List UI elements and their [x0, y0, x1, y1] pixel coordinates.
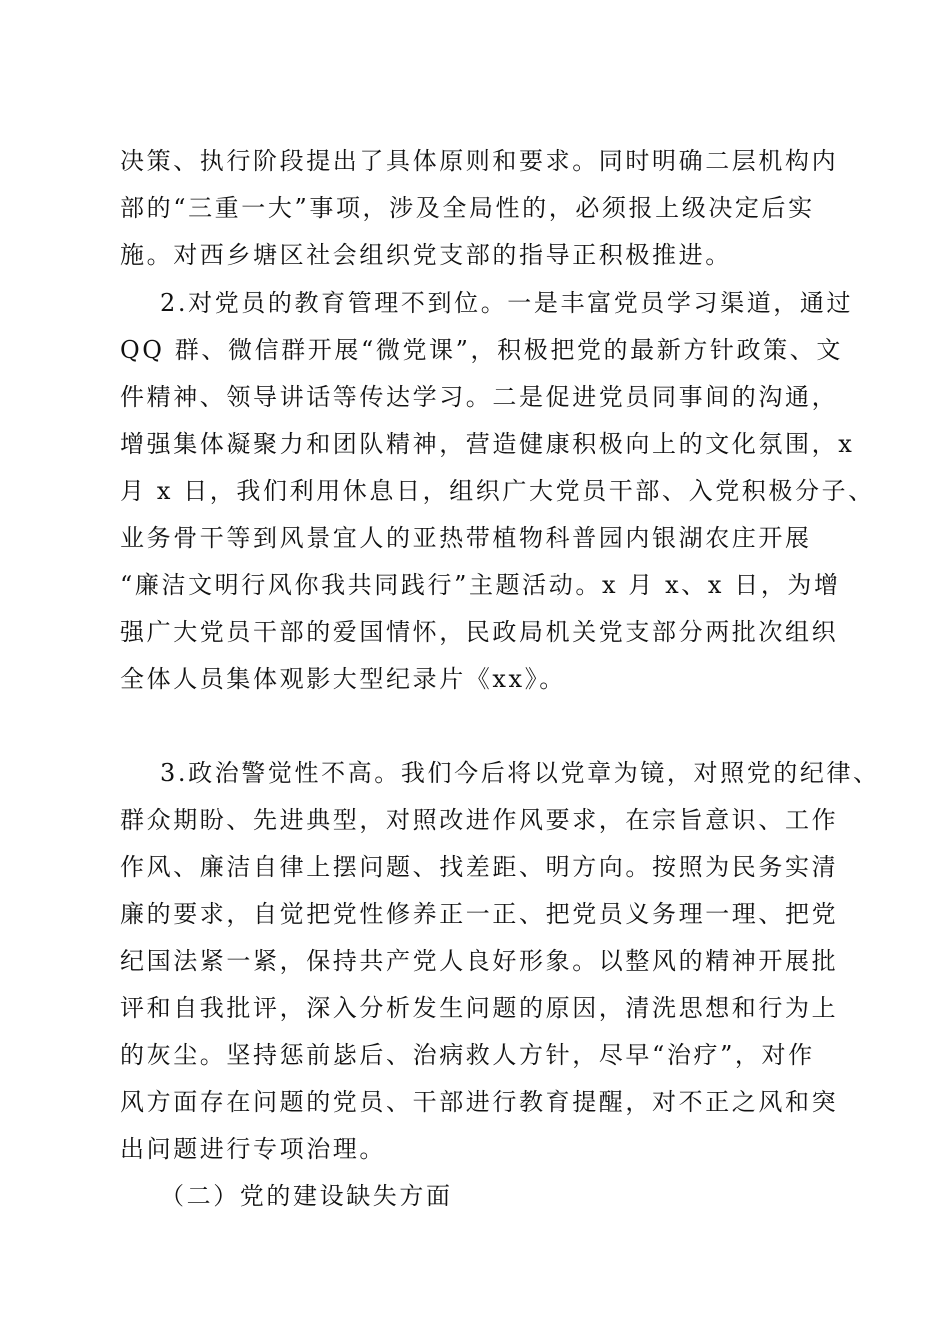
paragraph-line: 2.对党员的教育管理不到位。一是丰富党员学习渠道，通过: [160, 289, 854, 317]
paragraph-line: 全体人员集体观影大型纪录片《xx》。: [120, 665, 566, 693]
paragraph-line: 业务骨干等到风景宜人的亚热带植物科普园内银湖农庄开展: [120, 524, 812, 552]
paragraph-line: 3.政治警觉性不高。我们今后将以党章为镜，对照党的纪律、: [160, 759, 880, 787]
paragraph-line: 的灰尘。坚持惩前毖后、治病救人方针，尽早“治疗”，对作: [120, 1041, 815, 1069]
paragraph-line: 纪国法紧一紧，保持共产党人良好形象。以整风的精神开展批: [120, 947, 839, 975]
paragraph-line: 出问题进行专项治理。: [120, 1135, 386, 1163]
paragraph-line: 增强集体凝聚力和团队精神，营造健康积极向上的文化氛围，x: [120, 430, 855, 458]
document-body: [120, 0, 880, 1344]
paragraph-line: 作风、廉洁自律上摆问题、找差距、明方向。按照为民务实清: [120, 853, 839, 881]
paragraph-line: 件精神、领导讲话等传达学习。二是促进党员同事间的沟通，: [120, 383, 839, 411]
paragraph-line: 廉的要求，自觉把党性修养正一正、把党员义务理一理、把党: [120, 900, 839, 928]
paragraph-line: 风方面存在问题的党员、干部进行教育提醒，对不正之风和突: [120, 1088, 839, 1116]
paragraph-line: 部的“三重一大”事项，涉及全局性的，必须报上级决定后实: [120, 194, 815, 222]
paragraph-line: 群众期盼、先进典型，对照改进作风要求，在宗旨意识、工作: [120, 806, 839, 834]
paragraph-line: 施。对西乡塘区社会组织党支部的指导正积极推进。: [120, 241, 732, 269]
section-heading: （二）党的建设缺失方面: [160, 1182, 453, 1210]
paragraph-line: 强广大党员干部的爱国情怀，民政局机关党支部分两批次组织: [120, 618, 839, 646]
paragraph-line: “廉洁文明行风你我共同践行”主题活动。x 月 x、x 日，为增: [120, 571, 841, 599]
paragraph-line: 决策、执行阶段提出了具体原则和要求。同时明确二层机构内: [120, 147, 839, 175]
paragraph-line: QQ 群、微信群开展“微党课”，积极把党的最新方针政策、文: [120, 336, 843, 364]
paragraph-line: 月 x 日，我们利用休息日，组织广大党员干部、入党积极分子、: [120, 477, 875, 505]
paragraph-line: 评和自我批评，深入分析发生问题的原因，清洗思想和行为上: [120, 994, 839, 1022]
